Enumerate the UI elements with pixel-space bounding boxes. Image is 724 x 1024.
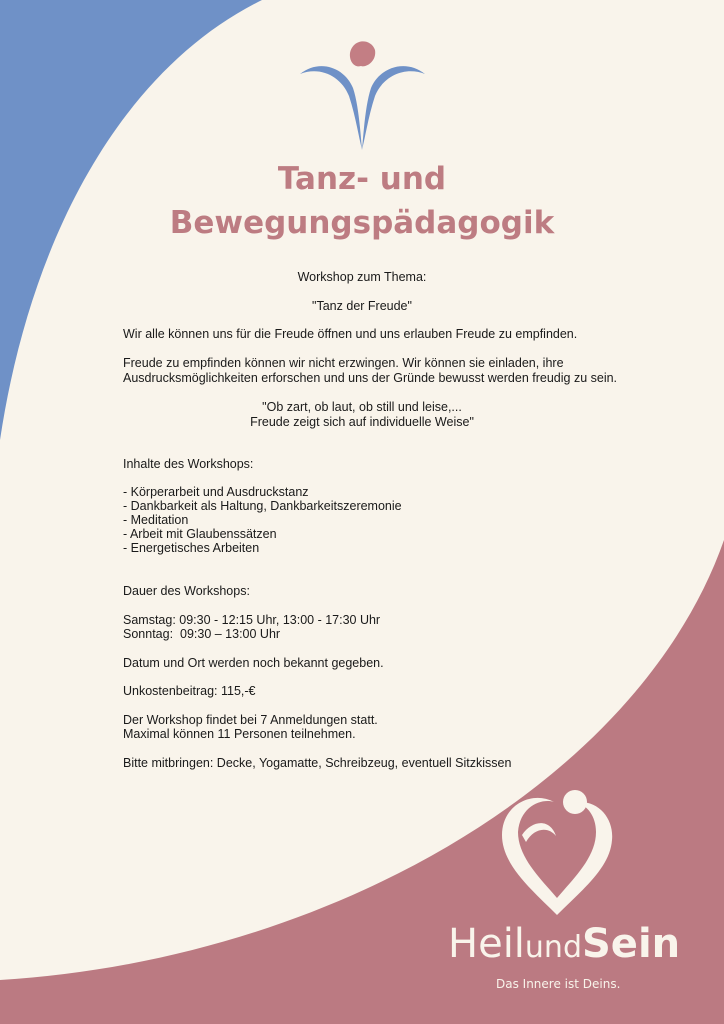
sunday-times: Sonntag: 09:30 – 13:00 Uhr (123, 627, 281, 641)
list-item: - Körperarbeit und Ausdruckstanz (123, 485, 309, 499)
min-participants-note: Der Workshop findet bei 7 Anmeldungen statt. (123, 713, 378, 727)
intro-paragraph: Wir alle können uns für die Freude öffnen und uns erlauben Freude zu empfinden. (123, 327, 578, 341)
brand-word-heil: Heil (448, 921, 525, 967)
brand-word-sein: Sein (582, 921, 681, 967)
saturday-times: Samstag: 09:30 - 12:15 Uhr, 13:00 - 17:30 Uhr (123, 613, 381, 627)
quote-line1: "Ob zart, ob laut, ob still und leise,... (262, 400, 462, 414)
date-note: Datum und Ort werden noch bekannt gegeben. (123, 656, 384, 670)
page-title-line2: Bewegungspädagogik (169, 205, 555, 241)
brand-tagline: Das Innere ist Deins. (496, 977, 621, 991)
brand-word-und: und (524, 930, 582, 965)
duration-heading: Dauer des Workshops: (123, 584, 250, 598)
contents-heading: Inhalte des Workshops: (123, 457, 254, 471)
workshop-label: Workshop zum Thema: (297, 270, 427, 284)
page-title-line1: Tanz- und (277, 161, 447, 197)
list-item: - Arbeit mit Glaubenssätzen (123, 527, 277, 541)
dancing-figure-icon (295, 38, 430, 153)
list-item: - Dankbarkeit als Haltung, Dankbarkeitszeremonie (123, 499, 402, 513)
list-item: - Meditation (123, 513, 189, 527)
quote-line2: Freude zeigt sich auf individuelle Weise" (250, 415, 474, 429)
max-participants-note: Maximal können 11 Personen teilnehmen. (123, 727, 356, 741)
brand-wordmark (448, 920, 680, 972)
joy-paragraph-line1: Freude zu empfinden können wir nicht erzwingen. Wir können sie einladen, ihre (123, 356, 564, 370)
joy-paragraph-line2: Ausdrucksmöglichkeiten erforschen und uns der Gründe bewusst werden freudig zu sein. (123, 371, 618, 385)
list-item: - Energetisches Arbeiten (123, 541, 260, 555)
workshop-title: "Tanz der Freude" (312, 299, 412, 313)
fee-text: Unkostenbeitrag: 115,-€ (123, 684, 256, 698)
heart-figure-icon (492, 780, 622, 930)
bring-list: Bitte mitbringen: Decke, Yogamatte, Schreibzeug, eventuell Sitzkissen (123, 756, 512, 770)
